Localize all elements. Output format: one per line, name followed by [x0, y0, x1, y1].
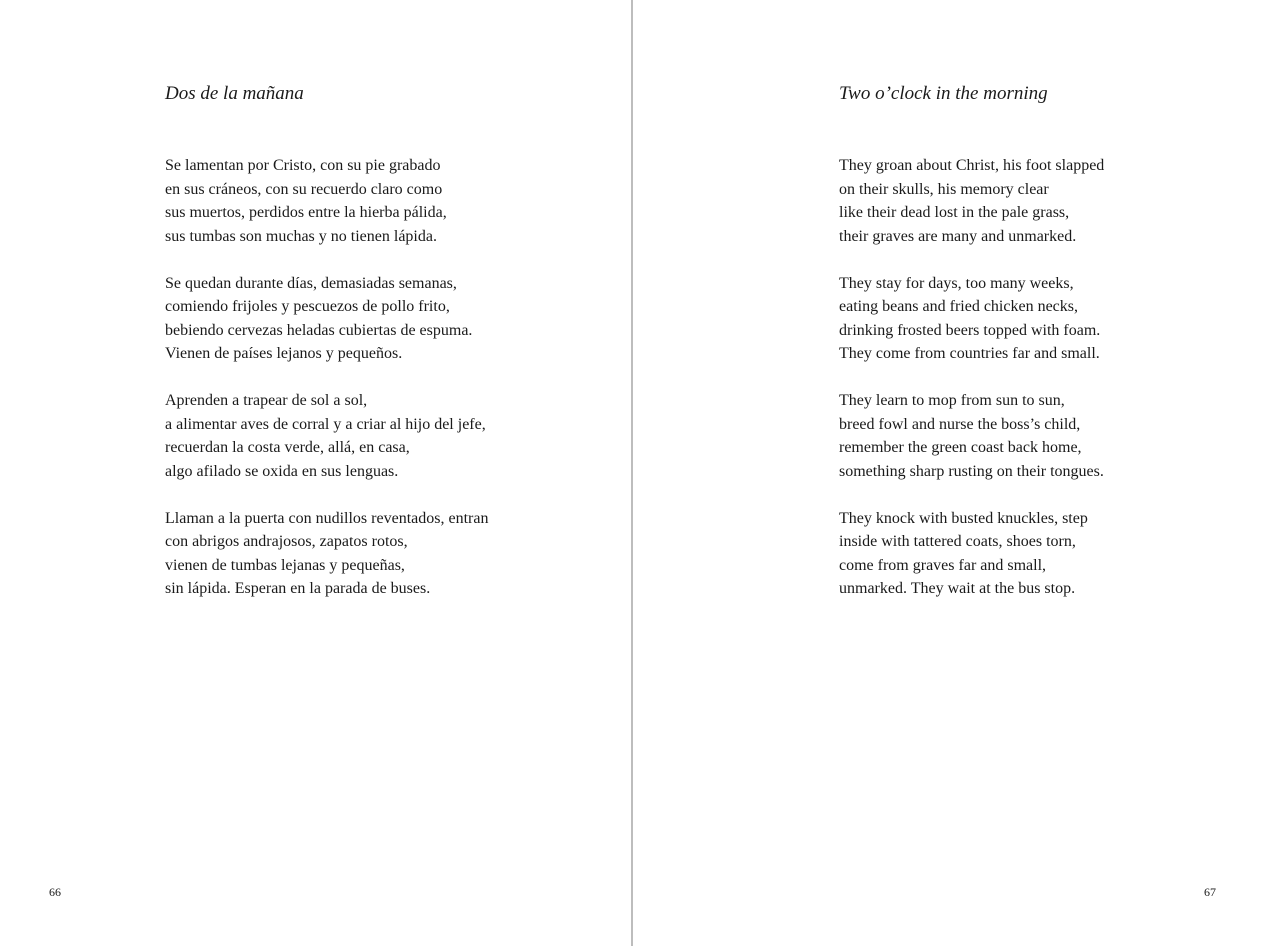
poem-line: Se lamentan por Cristo, con su pie grabado: [165, 157, 441, 174]
poem-line: Se quedan durante días, demasiadas semanas,: [165, 274, 457, 292]
poem-line: They groan about Christ, his foot slapped: [839, 157, 1105, 174]
stanza: [839, 154, 1104, 248]
left-page: [0, 0, 632, 946]
poem-line: breed fowl and nurse the boss’s child,: [839, 415, 1081, 433]
stanza: [839, 389, 1104, 483]
poem-line: sus muertos, perdidos entre la hierba pálida,: [165, 204, 447, 221]
poem-line: They knock with busted knuckles, step: [839, 509, 1088, 527]
poem-line: They come from countries far and small.: [839, 345, 1100, 362]
book-gutter-divider: [631, 0, 633, 946]
poem-line: Vienen de países lejanos y pequeños.: [165, 345, 403, 362]
poem-line: vienen de tumbas lejanas y pequeñas,: [165, 556, 405, 574]
poem-line: recuerdan la costa verde, allá, en casa,: [165, 439, 410, 456]
poem-line: something sharp rusting on their tongues.: [839, 462, 1104, 480]
poem-line: They learn to mop from sun to sun,: [839, 392, 1065, 409]
poem-line: comiendo frijoles y pescuezos de pollo frito,: [165, 298, 450, 315]
poem-line: inside with tattered coats, shoes torn,: [839, 533, 1076, 550]
poem-title-english: Two o’clock in the morning: [839, 83, 1048, 104]
poem-line: come from graves far and small,: [839, 556, 1047, 574]
poem-line: sus tumbas son muchas y no tienen lápida.: [165, 227, 437, 245]
poem-line: eating beans and fried chicken necks,: [839, 298, 1079, 315]
poem-line: en sus cráneos, con su recuerdo claro como: [165, 180, 443, 198]
poem-line: drinking frosted beers topped with foam.: [839, 321, 1101, 339]
poem-body-spanish: [165, 154, 488, 624]
poem-line: remember the green coast back home,: [839, 439, 1082, 456]
stanza: [839, 507, 1104, 601]
poem-line: like their dead lost in the pale grass,: [839, 204, 1070, 221]
poem-line: Aprenden a trapear de sol a sol,: [165, 392, 368, 409]
page-number-right: 67: [1204, 885, 1216, 899]
stanza: [165, 272, 488, 366]
poem-line: on their skulls, his memory clear: [839, 180, 1049, 198]
poem-line: a alimentar aves de corral y a criar al hijo del jefe,: [165, 415, 486, 433]
poem-line: They stay for days, too many weeks,: [839, 274, 1074, 292]
stanza: [839, 272, 1104, 366]
poem-line: unmarked. They wait at the bus stop.: [839, 580, 1076, 597]
poem-body-english: [839, 154, 1104, 624]
poem-title-spanish: Dos de la mañana: [165, 83, 304, 104]
stanza: [165, 389, 488, 483]
poem-line: con abrigos andrajosos, zapatos rotos,: [165, 533, 408, 550]
poem-line: Llaman a la puerta con nudillos reventados, entran: [165, 509, 489, 527]
poem-line: algo afilado se oxida en sus lenguas.: [165, 462, 399, 480]
stanza: [165, 154, 488, 248]
poem-line: their graves are many and unmarked.: [839, 227, 1077, 245]
page-number-left: 66: [49, 885, 61, 899]
stanza: [165, 507, 488, 601]
poem-line: bebiendo cervezas heladas cubiertas de espuma.: [165, 321, 473, 339]
right-page: [634, 0, 1266, 946]
poem-line: sin lápida. Esperan en la parada de buses.: [165, 580, 431, 597]
